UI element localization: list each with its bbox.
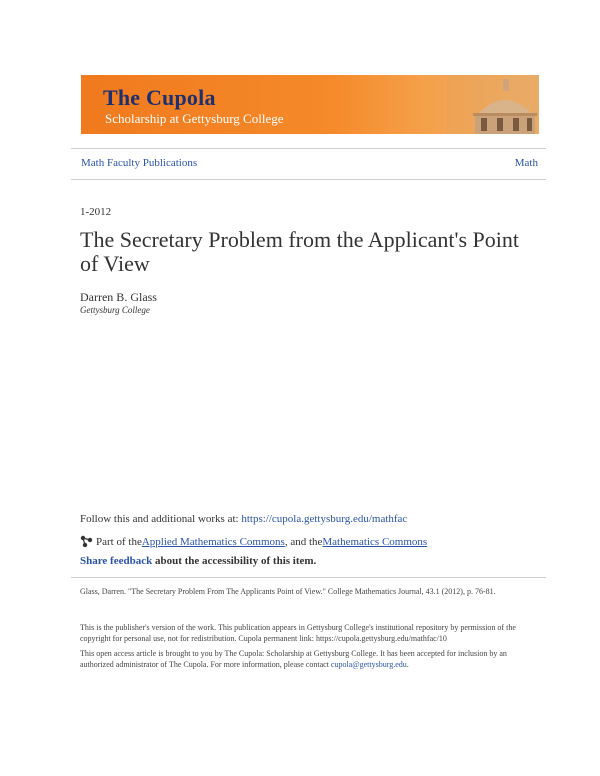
feedback-rest: about the accessibility of this item. — [152, 555, 317, 567]
publisher-notice: This is the publisher's version of the work. This publication appears in Gettysburg College's institutional repository by permission of the copyright for personal use, not for redistribution. Cupola permanent link: https://cupola.gettysburg.edu/mathfac/10 — [80, 623, 516, 643]
feedback-line — [80, 555, 316, 567]
applied-mathematics-commons-link[interactable]: Applied Mathematics Commons — [141, 535, 285, 548]
part-prefix: Part of the — [96, 535, 142, 548]
author-affiliation: Gettysburg College — [80, 305, 150, 315]
author-name: Darren B. Glass — [80, 290, 157, 304]
header-top-rule — [71, 148, 546, 149]
oa-notice-text: This open access article is brought to you by The Cupola: Scholarship at Gettysburg College. It has been accepted for inclusion by an authorized administrator of The Cupola. For more information, please contact — [80, 649, 507, 669]
part-of-line — [80, 535, 427, 548]
footer-rule — [71, 577, 546, 578]
cupola-dome-icon — [447, 75, 539, 134]
open-access-notice — [80, 648, 520, 670]
banner-subtitle: Scholarship at Gettysburg College — [105, 111, 284, 126]
follow-link[interactable]: https://cupola.gettysburg.edu/mathfac — [241, 513, 408, 525]
follow-line — [80, 513, 407, 525]
mathematics-commons-link[interactable]: Mathematics Commons — [322, 535, 428, 548]
part-middle: , and the — [284, 535, 323, 548]
banner-title: The Cupola — [103, 85, 216, 110]
share-feedback-link[interactable]: Share feedback — [80, 555, 153, 567]
publication-date: 1-2012 — [80, 206, 112, 218]
follow-prefix: Follow this and additional works at: — [80, 513, 242, 525]
cupola-banner[interactable] — [81, 75, 539, 134]
commons-network-icon — [80, 535, 93, 548]
oa-notice-end: . — [406, 660, 409, 669]
citation-text: Glass, Darren. "The Secretary Problem From The Applicants Point of View." College Mathematics Journal, 43.1 (2012), p. 76-81. — [80, 587, 496, 596]
nav-math-faculty-publications[interactable]: Math Faculty Publications — [81, 157, 198, 169]
contact-email-link[interactable]: cupola@gettysburg.edu — [330, 660, 407, 669]
nav-math[interactable]: Math — [514, 157, 538, 169]
article-title: The Secretary Problem from the Applicant's Point of View — [80, 227, 519, 276]
header-bottom-rule — [71, 179, 546, 180]
